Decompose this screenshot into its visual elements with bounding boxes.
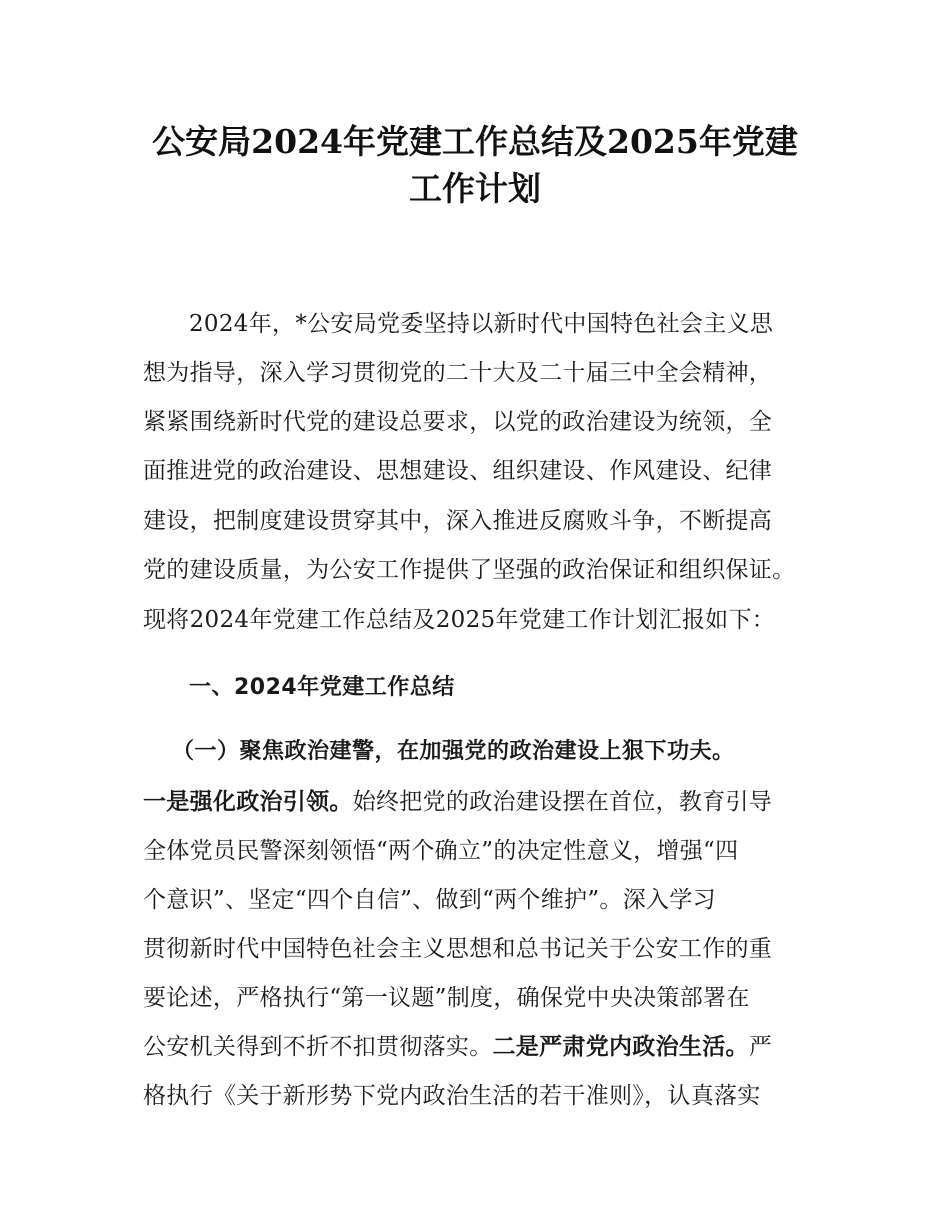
paragraph-line-3: 个意识”、坚定“四个自信”、做到“两个维护”。深入学习 xyxy=(143,887,716,913)
intro-line-6: 党的建设质量，为公安工作提供了坚强的政治保证和组织保证。 xyxy=(143,557,796,583)
section-heading: 一、2024年党建工作总结 xyxy=(189,675,455,700)
point-1-label: 一是强化政治引领。 xyxy=(143,789,353,815)
point-1-text: 始终把党的政治建设摆在首位，教育引导 xyxy=(352,789,773,815)
paragraph-line-4: 贯彻新时代中国特色社会主义思想和总书记关于公安工作的重 xyxy=(143,936,773,962)
paragraph-line-5: 要论述，严格执行“第一议题”制度，确保党中央决策部署在 xyxy=(143,985,750,1011)
document-title-line-1: 公安局2024年党建工作总结及2025年党建 xyxy=(152,122,798,161)
subsection-heading: （一）聚焦政治建警，在加强党的政治建设上狠下功夫。 xyxy=(172,739,735,764)
point-1-text-end: 公安机关得到不折不扣贯彻落实。 xyxy=(143,1034,493,1060)
intro-line-2: 想为指导，深入学习贯彻党的二十大及二十届三中全会精神， xyxy=(143,360,773,386)
document-title-line-2: 工作计划 xyxy=(409,169,541,208)
paragraph-line-1 xyxy=(143,787,772,817)
intro-line-3: 紧紧围绕新时代党的建设总要求，以党的政治建设为统领，全 xyxy=(143,409,773,435)
paragraph-line-6 xyxy=(143,1032,772,1062)
intro-line-4: 面推进党的政治建设、思想建设、组织建设、作风建设、纪律 xyxy=(143,458,773,484)
intro-line-7: 现将2024年党建工作总结及2025年党建工作计划汇报如下： xyxy=(143,607,776,633)
point-2-label: 二是严肃党内政治生活。 xyxy=(492,1034,749,1060)
intro-line-1: 2024年，*公安局党委坚持以新时代中国特色社会主义思 xyxy=(189,311,774,337)
paragraph-line-2: 全体党员民警深刻领悟“两个确立”的决定性意义，增强“四 xyxy=(143,838,739,864)
intro-line-5: 建设，把制度建设贯穿其中，深入推进反腐败斗争，不断提高 xyxy=(143,508,773,534)
paragraph-line-7: 格执行《关于新形势下党内政治生活的若干准则》，认真落实 xyxy=(143,1083,761,1109)
point-2-text: 严 xyxy=(748,1034,773,1060)
